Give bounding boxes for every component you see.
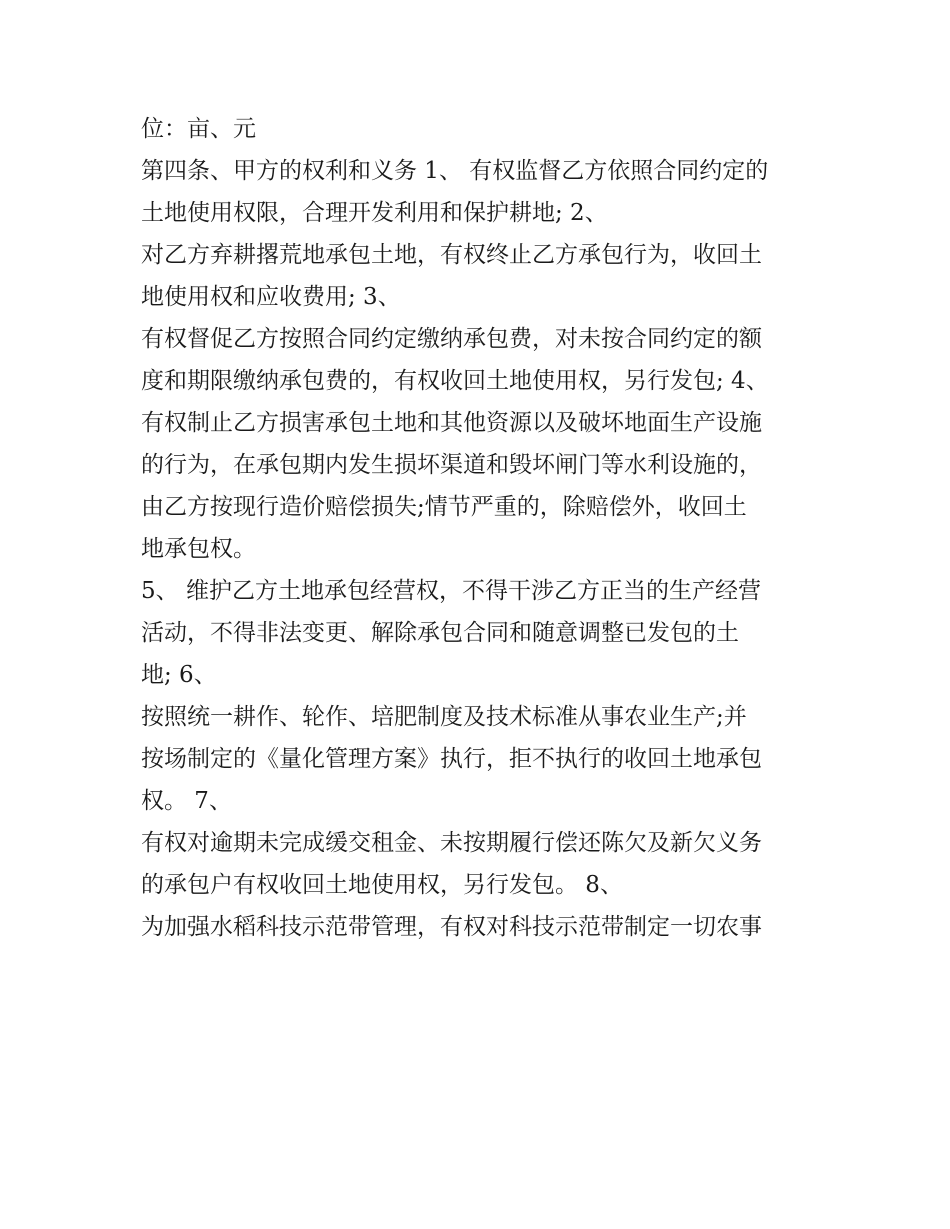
text-line: 由乙方按现行造价赔偿损失;情节严重的，除赔偿外，收回土 <box>141 494 747 520</box>
text-line: 按场制定的《量化管理方案》执行，拒不执行的收回土地承包 <box>141 746 762 772</box>
text-line: 有权制止乙方损害承包土地和其他资源以及破坏地面生产设施 <box>141 410 762 436</box>
text-line: 权。 7、 <box>141 788 232 814</box>
text-line: 度和期限缴纳承包费的，有权收回土地使用权，另行发包; 4、 <box>141 368 769 394</box>
contract-body-text <box>141 108 841 948</box>
text-line: 位：亩、元 <box>141 116 256 142</box>
text-line: 为加强水稻科技示范带管理，有权对科技示范带制定一切农事 <box>141 914 762 940</box>
text-line: 有权督促乙方按照合同约定缴纳承包费，对未按合同约定的额 <box>141 326 762 352</box>
text-line: 地使用权和应收费用; 3、 <box>141 284 401 310</box>
text-line: 有权对逾期未完成缓交租金、未按期履行偿还陈欠及新欠义务 <box>141 830 762 856</box>
text-line: 5、 维护乙方土地承包经营权，不得干涉乙方正当的生产经营 <box>141 578 761 604</box>
text-line: 地; 6、 <box>141 662 217 688</box>
text-line: 的行为，在承包期内发生损坏渠道和毁坏闸门等水利设施的， <box>141 452 762 478</box>
text-line: 地承包权。 <box>141 536 256 562</box>
text-line: 活动，不得非法变更、解除承包合同和随意调整已发包的土 <box>141 620 739 646</box>
text-line: 第四条、甲方的权利和义务 1、 有权监督乙方依照合同约定的 <box>141 158 769 184</box>
text-line: 按照统一耕作、轮作、培肥制度及技术标准从事农业生产;并 <box>141 704 747 730</box>
text-line: 的承包户有权收回土地使用权，另行发包。 8、 <box>141 872 623 898</box>
text-line: 土地使用权限，合理开发利用和保护耕地; 2、 <box>141 200 608 226</box>
text-line: 对乙方弃耕撂荒地承包土地，有权终止乙方承包行为，收回土 <box>141 242 762 268</box>
